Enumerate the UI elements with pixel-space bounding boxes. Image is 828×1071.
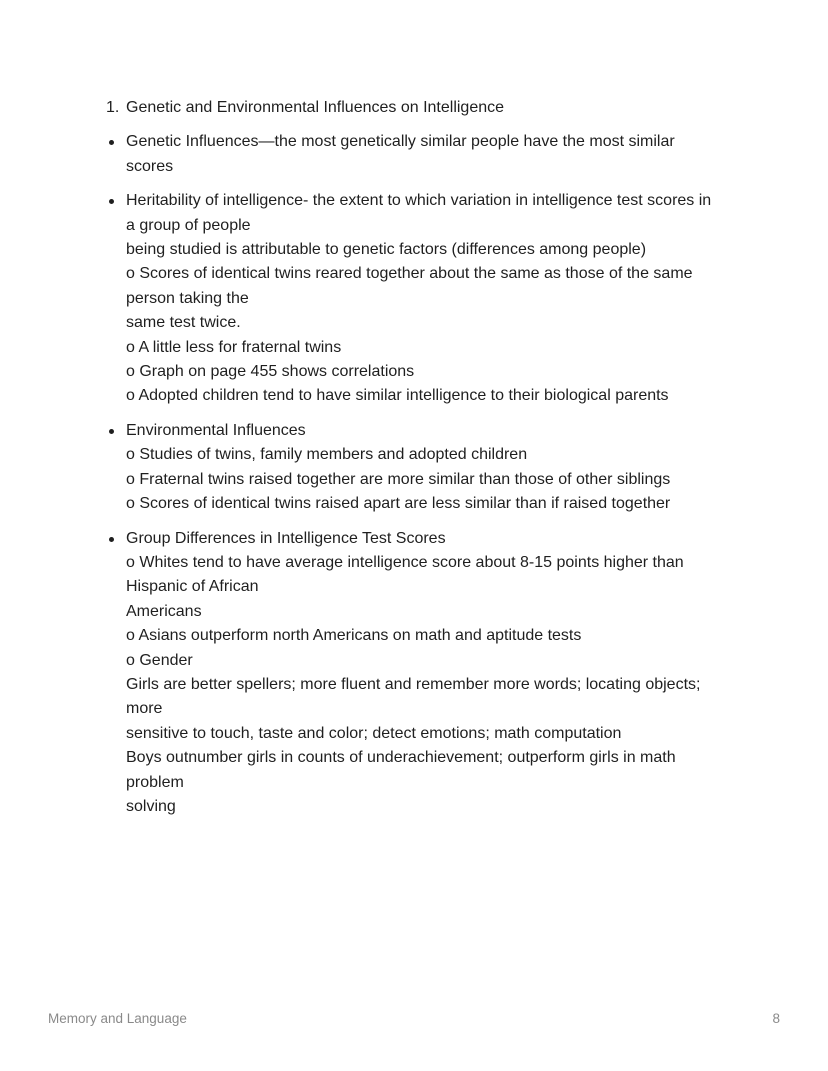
text-line: Genetic Influences—the most genetically similar people have the most similar: [126, 133, 675, 151]
footer-title: Memory and Language: [48, 1011, 187, 1026]
text-line: o Gender: [126, 651, 193, 669]
text-line: person taking the: [126, 289, 249, 307]
text-line: a group of people: [126, 216, 251, 234]
text-line: problem: [126, 773, 184, 791]
bullet-dot: [109, 140, 114, 145]
text-line: same test twice.: [126, 314, 241, 332]
text-line: Boys outnumber girls in counts of underachievement; outperform girls in math: [126, 749, 676, 767]
text-line: o Adopted children tend to have similar intelligence to their biological parents: [126, 387, 669, 405]
bullet-dot: [109, 199, 114, 204]
text-line: o Scores of identical twins reared together about the same as those of the same: [126, 265, 693, 283]
heading-text: Genetic and Environmental Influences on Intelligence: [126, 99, 505, 116]
text-line: solving: [126, 797, 176, 815]
text-line: o Scores of identical twins raised apart are less similar than if raised together: [126, 495, 671, 513]
numbered-heading: [0, 96, 828, 120]
bullet-dot: [109, 429, 114, 434]
text-line: Group Differences in Intelligence Test Scores: [126, 529, 446, 547]
page-number: 8: [772, 1011, 780, 1026]
text-line: being studied is attributable to genetic factors (differences among people): [126, 241, 647, 259]
bullet-item-genetic-influences: [0, 130, 828, 179]
text-line: Girls are better spellers; more fluent and remember more words; locating objects;: [126, 675, 701, 693]
list-number: 1.: [106, 99, 120, 116]
bullet-item-heritability: [0, 189, 828, 409]
text-line: Heritability of intelligence- the extent to which variation in intelligence test scores in: [126, 192, 712, 210]
text-line: o Asians outperform north Americans on math and aptitude tests: [126, 627, 582, 645]
text-line: o A little less for fraternal twins: [126, 338, 342, 356]
text-line: sensitive to touch, taste and color; detect emotions; math computation: [126, 724, 622, 742]
text-line: o Whites tend to have average intelligence score about 8-15 points higher than: [126, 553, 684, 571]
text-line: scores: [126, 157, 174, 175]
text-line: more: [126, 700, 163, 718]
text-line: o Studies of twins, family members and adopted children: [126, 446, 528, 464]
text-line: Environmental Influences: [126, 421, 306, 439]
bullet-item-group-differences: [0, 527, 828, 820]
bullet-item-environmental-influences: [0, 419, 828, 517]
text-line: Hispanic of African: [126, 578, 259, 596]
text-line: o Fraternal twins raised together are more similar than those of other siblings: [126, 470, 671, 488]
text-line: Americans: [126, 602, 202, 620]
bullet-dot: [109, 537, 114, 542]
document-body: [0, 96, 828, 829]
text-line: o Graph on page 455 shows correlations: [126, 363, 415, 381]
